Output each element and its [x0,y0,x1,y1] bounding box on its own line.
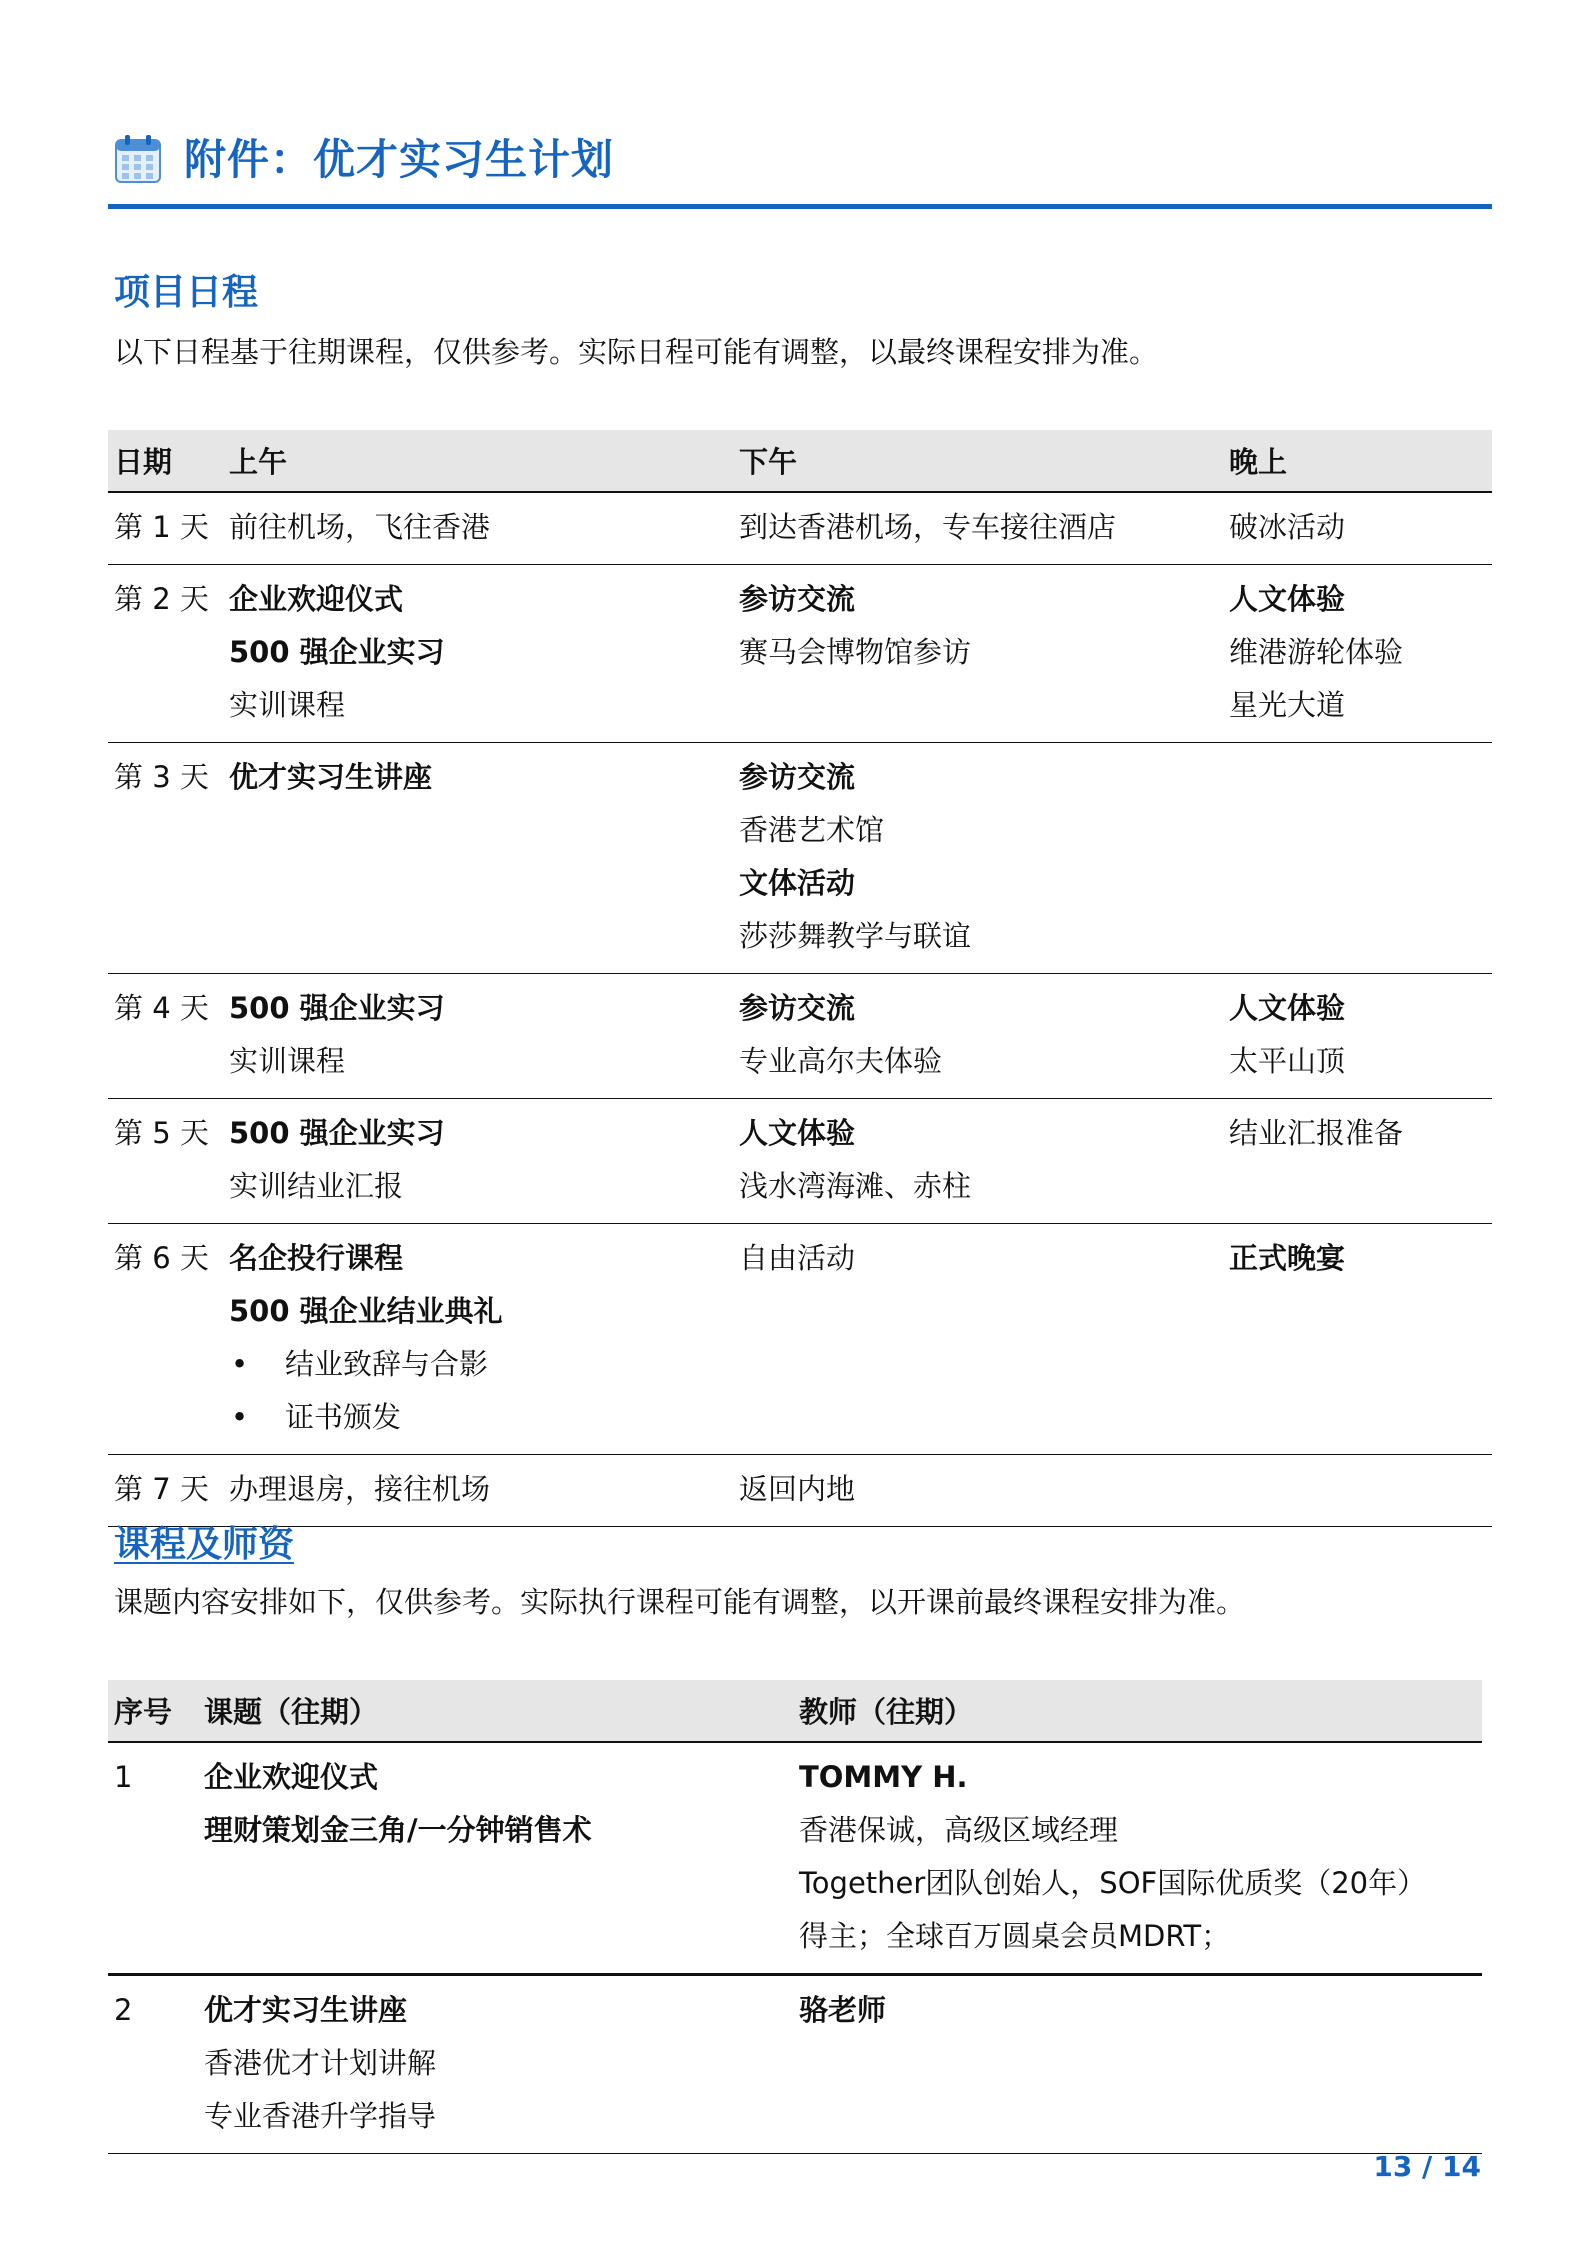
cell-text: 参访交流 [739,582,856,616]
courses-section-title: 课程及师资 [114,1524,295,1565]
bullet-item: • 结业致辞与合影 [229,1338,727,1391]
cell-text: 香港保诚，高级区域经理 [799,1813,1119,1847]
course-number: 2 [114,1993,133,2027]
cell-text: 维港游轮体验 [1229,635,1404,669]
day-cell [108,492,223,565]
cell-text: 500 强企业结业典礼 [229,1294,503,1328]
cell-text: TOMMY H. [799,1760,968,1794]
cell-text: 专业高尔夫体验 [739,1044,943,1078]
bullet-item: • 证书颁发 [229,1391,727,1444]
number-cell [108,1975,198,2154]
cell-text: 正式晚宴 [1229,1241,1346,1275]
course-row [108,1742,1482,1975]
courses-table [108,1680,1482,2154]
cell-text: 企业欢迎仪式 [204,1760,379,1794]
schedule-row [108,1224,1492,1455]
day-cell [108,1455,223,1527]
evening-cell [1223,1455,1492,1527]
cell-text: 到达香港机场，专车接往酒店 [739,510,1117,544]
cell-text: 莎莎舞教学与联谊 [739,919,972,953]
cell-text: 理财策划金三角/一分钟销售术 [204,1813,592,1847]
courses-header-row [108,1680,1482,1742]
schedule-row [108,743,1492,974]
schedule-row [108,1099,1492,1224]
day-cell [108,974,223,1099]
day-label: 第 3 天 [114,760,209,794]
course-row [108,1975,1482,2154]
cell-text: 人文体验 [1229,991,1346,1025]
afternoon-cell [733,974,1223,1099]
cell-text: 文体活动 [739,866,856,900]
afternoon-cell [733,565,1223,743]
evening-cell [1223,565,1492,743]
day-label: 第 6 天 [114,1241,209,1275]
teacher-cell [793,1742,1482,1975]
cell-text: 太平山顶 [1229,1044,1346,1078]
header-divider [108,204,1492,209]
cell-text: 实训课程 [229,688,346,722]
cell-text: 优才实习生讲座 [204,1993,408,2027]
morning-cell [223,1455,733,1527]
cell-text: 香港优才计划讲解 [204,2046,437,2080]
afternoon-cell [733,1455,1223,1527]
page-number: 13 / 14 [1373,2150,1481,2183]
schedule-section-title: 项目日程 [114,272,259,313]
schedule-row [108,974,1492,1099]
header-date: 日期 [108,430,223,492]
evening-cell [1223,974,1492,1099]
cell-text: 名企投行课程 [229,1241,404,1275]
header-morning: 上午 [223,430,733,492]
afternoon-cell [733,1224,1223,1455]
cell-text: 浅水湾海滩、赤柱 [739,1169,972,1203]
evening-cell [1223,1224,1492,1455]
schedule-row [108,1455,1492,1527]
morning-cell [223,1224,733,1455]
day-cell [108,1224,223,1455]
day-label: 第 5 天 [114,1116,209,1150]
day-label: 第 7 天 [114,1472,209,1506]
day-label: 第 1 天 [114,510,209,544]
cell-text: 人文体验 [739,1116,856,1150]
calendar-icon [114,134,162,184]
cell-text: 破冰活动 [1229,510,1346,544]
morning-cell [223,492,733,565]
afternoon-cell [733,492,1223,565]
cell-text: 赛马会博物馆参访 [739,635,972,669]
schedule-row [108,492,1492,565]
afternoon-cell [733,1099,1223,1224]
cell-text: 星光大道 [1229,688,1346,722]
cell-text: Together团队创始人，SOF国际优质奖（20年） [799,1866,1427,1900]
cell-text: 前往机场，飞往香港 [229,510,491,544]
topic-cell [198,1742,793,1975]
topic-cell [198,1975,793,2154]
afternoon-cell [733,743,1223,974]
cell-text: 返回内地 [739,1472,856,1506]
morning-cell [223,1099,733,1224]
schedule-table [108,430,1492,1527]
cell-text: 办理退房，接往机场 [229,1472,491,1506]
cell-text: 500 强企业实习 [229,991,445,1025]
cell-text: 结业汇报准备 [1229,1116,1404,1150]
header-number: 序号 [108,1680,198,1742]
evening-cell [1223,743,1492,974]
schedule-header-row [108,430,1492,492]
header-afternoon: 下午 [733,430,1223,492]
cell-text: 500 强企业实习 [229,1116,445,1150]
schedule-row [108,565,1492,743]
courses-intro: 课题内容安排如下，仅供参考。实际执行课程可能有调整，以开课前最终课程安排为准。 [114,1585,1246,1619]
day-cell [108,565,223,743]
header-evening: 晚上 [1223,430,1492,492]
header-teacher: 教师（往期） [793,1680,1482,1742]
morning-cell [223,974,733,1099]
cell-text: 人文体验 [1229,582,1346,616]
page-header [108,128,1492,202]
morning-cell [223,565,733,743]
cell-text: 专业香港升学指导 [204,2099,437,2133]
cell-text: 参访交流 [739,991,856,1025]
schedule-intro: 以下日程基于往期课程，仅供参考。实际日程可能有调整，以最终课程安排为准。 [114,335,1159,369]
day-label: 第 2 天 [114,582,209,616]
evening-cell [1223,492,1492,565]
day-cell [108,1099,223,1224]
morning-cell [223,743,733,974]
number-cell [108,1742,198,1975]
cell-text: 骆老师 [799,1993,887,2027]
page-title: 附件：优才实习生计划 [184,135,615,184]
teacher-cell [793,1975,1482,2154]
day-cell [108,743,223,974]
cell-text: 自由活动 [739,1241,856,1275]
cell-text: 实训课程 [229,1044,346,1078]
day-label: 第 4 天 [114,991,209,1025]
cell-text: 实训结业汇报 [229,1169,404,1203]
header-topic: 课题（往期） [198,1680,793,1742]
course-number: 1 [114,1760,133,1794]
cell-text: 得主；全球百万圆桌会员MDRT； [799,1919,1231,1953]
evening-cell [1223,1099,1492,1224]
cell-text: 企业欢迎仪式 [229,582,404,616]
cell-text: 香港艺术馆 [739,813,885,847]
cell-text: 优才实习生讲座 [229,760,433,794]
cell-text: 参访交流 [739,760,856,794]
cell-text: 500 强企业实习 [229,635,445,669]
